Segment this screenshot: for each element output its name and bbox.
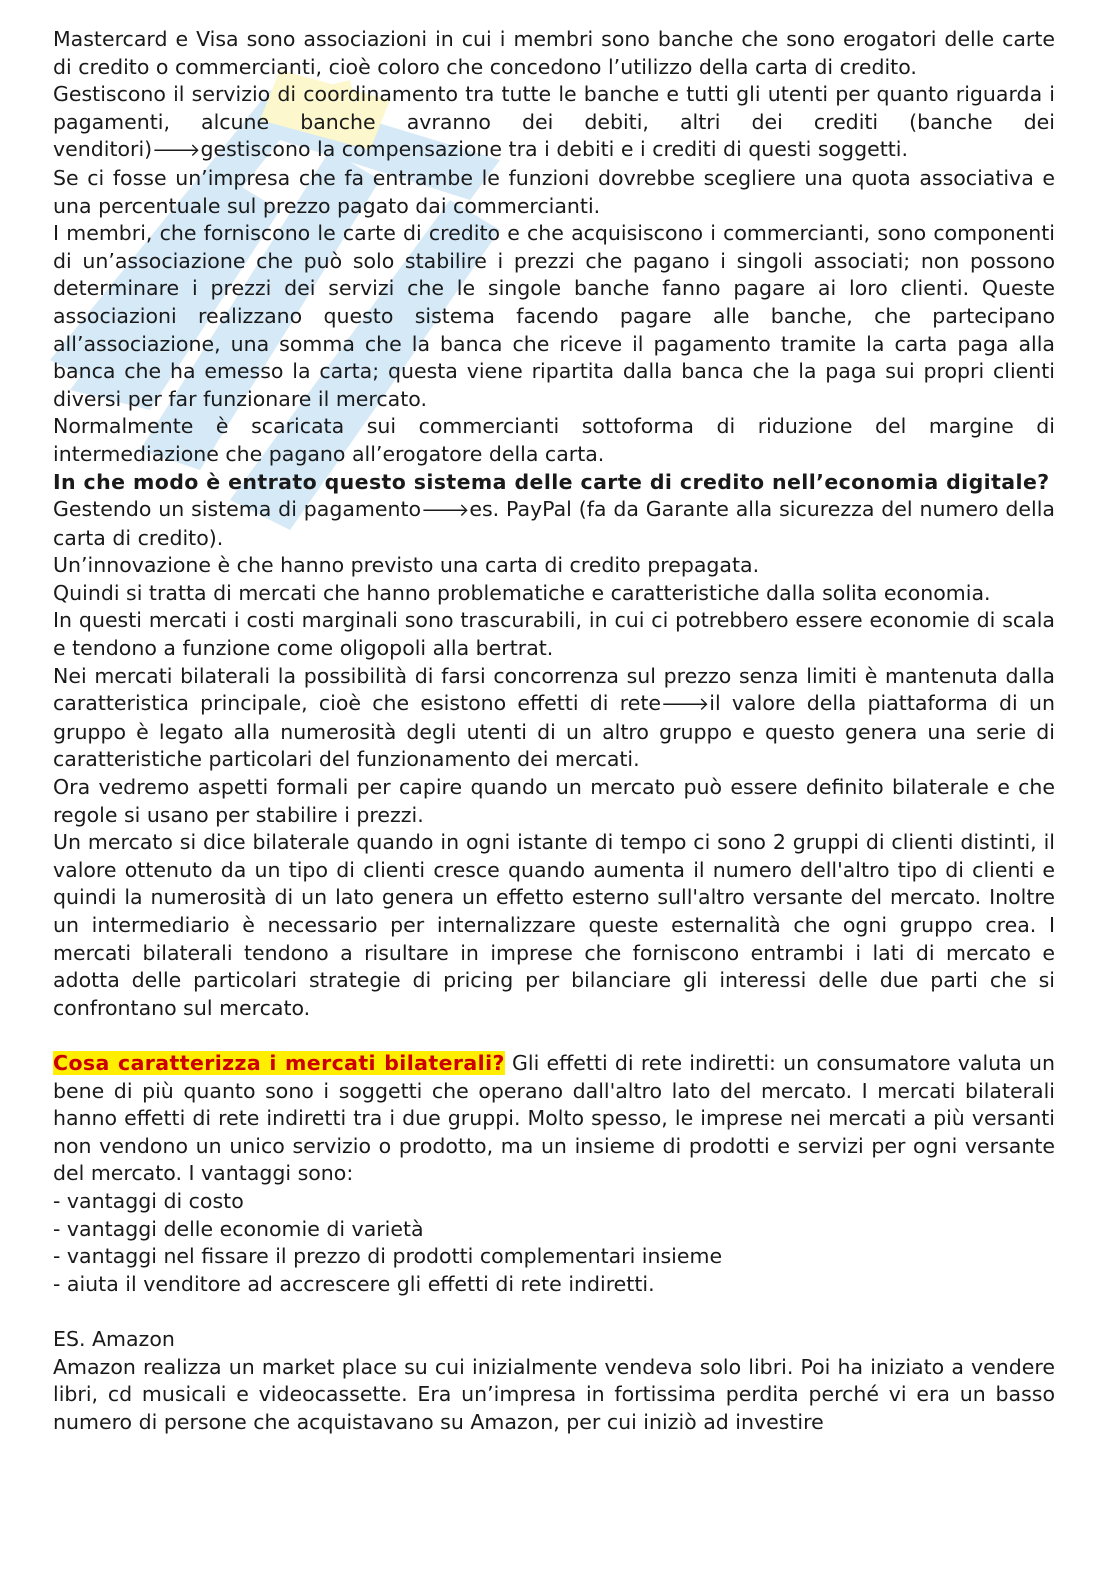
paragraph-8: Quindi si tratta di mercati che hanno problematiche e caratteristiche dalla solita economia. — [53, 580, 991, 605]
list-item: - vantaggi nel fissare il prezzo di prodotti complementari insieme — [53, 1244, 723, 1269]
list-item: - vantaggi delle economie di varietà — [53, 1216, 424, 1241]
paragraph-14: Amazon realizza un market place su cui inizialmente vendeva solo libri. Poi ha iniziato a vendere libri, cd musicali e videocassette. Era un’impresa in fortissima perdita perché vi era un basso numero di persone che acquistavano su Amazon, per cui iniziò ad investire — [53, 1354, 1055, 1434]
arrow-icon: 🡒 — [661, 694, 710, 716]
paragraph-10: Nei mercati bilaterali la possibilità di farsi concorrenza sul prezzo senza limiti è mantenuta dalla caratteristica principale, cioè che esistono effetti di rete🡒il valore della piattaforma di un gruppo è legato alla numerosità degli utenti di un altro gruppo e questo genera una serie di caratteristiche particolari del funzionamento dei mercati. — [53, 663, 1055, 772]
paragraph-12: Un mercato si dice bilaterale quando in ogni istante di tempo ci sono 2 gruppi di clienti distinti, il valore ottenuto da un tipo di clienti cresce quando aumenta il numero dell'altro tipo di clienti e quindi la numerosità di un lato genera un effetto esterno sull'altro versante del mercato. Inoltre un intermediario è necessario per internalizzare queste esternalità che ogni gruppo crea. I mercati bilaterali tendono a risultare in imprese che forniscono entrambi i lati di mercato e adotta delle particolari strategie di pricing per bilanciare gli interessi delle due parti che si confrontano sul mercato. — [53, 830, 1055, 1020]
paragraph-7: Un’innovazione è che hanno previsto una carta di credito prepagata. — [53, 553, 760, 578]
paragraph-4: I membri, che forniscono le carte di credito e che acquisiscono i commercianti, sono componenti di un’associazione che può solo stabilire i prezzi che pagano i singoli associati; non possono determinare i prezzi dei servizi che le singole banche fanno pagare ai loro clienti. Queste associazioni realizzano questo sistema facendo pagare alle banche, che partecipano all’associazione, una somma che la banca che riceve il pagamento tramite la carta paga alla banca che ha emesso la carta; questa viene ripartita dalla banca che la paga sui propri clienti diversi per far funzionare il mercato. — [53, 221, 1055, 411]
paragraph-13: Cosa caratterizza i mercati bilaterali? Gli effetti di rete indiretti: un consumatore valuta un bene di più quanto sono i soggetti che operano dall'altro lato del mercato. I mercati bilaterali hanno effetti di rete indiretti tra i due gruppi. Molto spesso, le imprese nei mercati a più versanti non vendono un unico servizio o prodotto, ma un insieme di prodotti e servizi per ogni versante del mercato. I vantaggi sono: — [53, 1050, 1055, 1186]
paragraph-5: Normalmente è scaricata sui commercianti sottoforma di riduzione del margine di intermediazione che pagano all’erogatore della carta. — [53, 414, 1055, 466]
paragraph-3: Se ci fosse un’impresa che fa entrambe le funzioni dovrebbe scegliere una quota associativa e una percentuale sul prezzo pagato dai commercianti. — [53, 165, 1055, 218]
paragraph-9: In questi mercati i costi marginali sono trascurabili, in cui ci potrebbero essere economie di scala e tendono a funzione come oligopoli alla bertrat. — [53, 608, 1055, 661]
paragraph-6: Gestendo un sistema di pagamento🡒es. PayPal (fa da Garante alla sicurezza del numero della carta di credito). — [53, 497, 1055, 550]
list-item: - vantaggi di costo — [53, 1188, 244, 1213]
highlighted-question: Cosa caratterizza i mercati bilaterali? — [53, 1050, 505, 1075]
list-item: - aiuta il venditore ad accrescere gli effetti di rete indiretti. — [53, 1271, 655, 1296]
blank-line — [53, 1022, 1055, 1050]
arrow-icon: 🡒 — [152, 140, 201, 162]
arrow-icon: 🡒 — [421, 500, 470, 522]
question-heading-1: In che modo è entrato questo sistema delle carte di credito nell’economia digitale? — [53, 469, 1050, 494]
paragraph-11: Ora vedremo aspetti formali per capire quando un mercato può essere definito bilaterale e che regole si usano per stabilire i prezzi. — [53, 775, 1055, 827]
paragraph-2: Gestiscono il servizio di coordinamento tra tutte le banche e tutti gli utenti per quanto riguarda i pagamenti, alcune banche avranno dei debiti, altri dei crediti (banche dei venditori)🡒gestiscono la compensazione tra i debiti e i crediti di questi soggetti. — [53, 82, 1055, 162]
example-title: ES. Amazon — [53, 1326, 175, 1351]
blank-line — [53, 1298, 1055, 1326]
document-page — [53, 26, 1055, 1436]
paragraph-1: Mastercard e Visa sono associazioni in cui i membri sono banche che sono erogatori delle carte di credito o commercianti, cioè coloro che concedono l’utilizzo della carta di credito. — [53, 27, 1055, 79]
